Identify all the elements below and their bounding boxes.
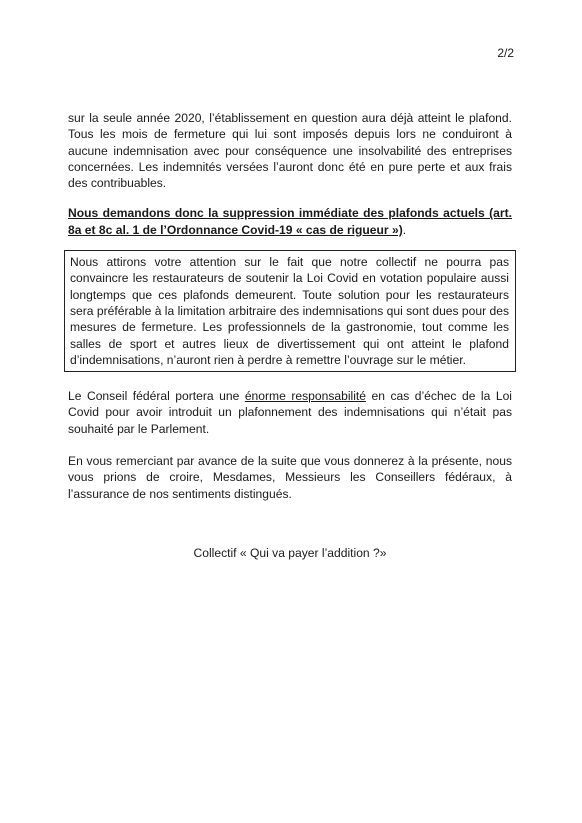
council-text-after: en cas d’échec de la Loi Covid pour avoir introduit un plafonnement des indemnisations qui n’était pas souhaité par le Parlement. [68,389,512,436]
demand-text: Nous demandons donc la suppression immédiate des plafonds actuels (art. 8a et 8c al. 1 de l’Ordonnance Covid-19 « cas de rigueur ») [68,206,512,237]
paragraph-boxed: Nous attirons votre attention sur le fait que notre collectif ne pourra pas convaincre les restaurateurs de soutenir la Loi Covid en votation populaire aussi longtemps que ces plafonds demeurent. Toute solution pour les restaurateurs sera préférable à la limitation arbitraire des indemnisations qui sont dues pour des mesures de fermeture. Les professionnels de la gastronomie, tout comme les salles de sport et autres lieux de divertissement qui ont atteint le plafond d’indemnisations, n’auront rien à perdre à remettre l’ouvrage sur le métier. [70,255,509,367]
paragraph-demand [68,205,512,238]
demand-end: . [402,222,407,237]
council-text-before: Le Conseil fédéral portera une [68,389,245,404]
paragraph-intro: sur la seule année 2020, l’établissement en question aura déjà atteint le plafond. Tous les mois de fermeture qui lui sont imposés depuis lors ne conduiront à aucune indemnisation avec pour conséquence une insolvabilité des entreprises concernées. Les indemnités versées l’auront donc été en pure perte et aux frais des contribuables. [68,111,512,191]
signature: Collectif « Qui va payer l’addition ?» [193,545,387,560]
paragraph-council [68,388,512,437]
paragraph-closing: En vous remerciant par avance de la suite que vous donnerez à la présente, nous vous prions de croire, Mesdames, Messieurs les Conseillers fédéraux, à l’assurance de nos sentiments distingués. [68,454,512,501]
council-emphasis: énorme responsabilité [244,389,366,404]
letter-body [68,110,512,560]
page-number: 2/2 [497,46,514,60]
boxed-notice [64,250,516,372]
